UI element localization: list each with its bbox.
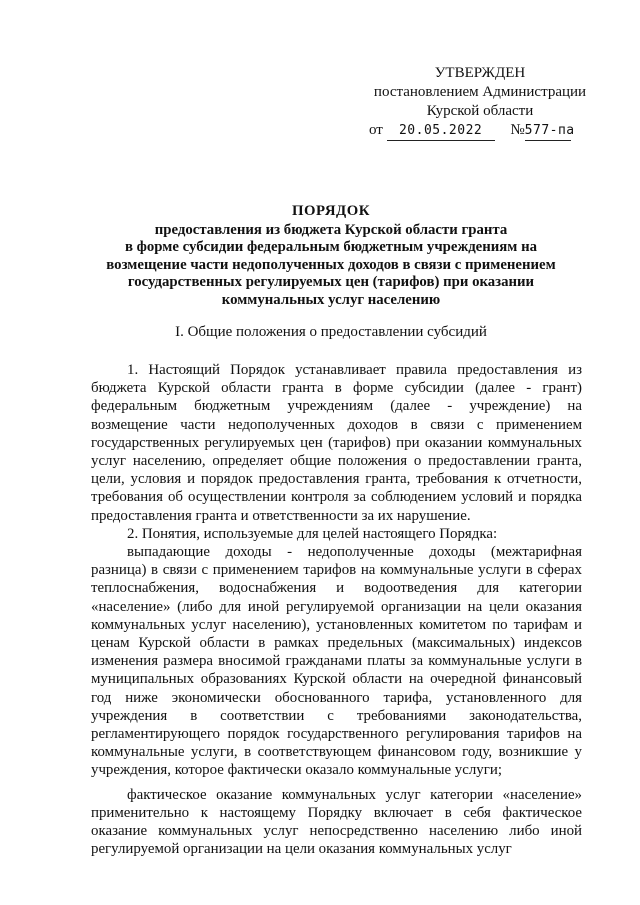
approval-region: Курской области <box>426 103 534 119</box>
title-line: государственных регулируемых цен (тарифов) при оказании <box>127 274 535 291</box>
approval-title: УТВЕРЖДЕН <box>434 65 526 81</box>
paragraph: 1. Настоящий Порядок устанавливает правила предоставления из бюджета Курской области гранта в форме субсидии (далее - грант) федеральным бюджетным учреждениям (далее - учреждение) на возмещение части недополученных доходов в связи с применением государственных регулируемых цен (тарифов) при оказании коммунальных услуг населению, определяет общие положения о предоставлении гранта, цели, условия и порядок предоставления гранта, требования к отчетности, требования об осуществлении контроля за соблюдением условий и порядка предоставления гранта и ответственности за их нарушение. <box>91 362 582 524</box>
paragraph: фактическое оказание коммунальных услуг категории «население» применительно к настоящему Порядку включает в себя фактическое оказание коммунальных услуг непосредственно населению либо иной регулируемой организации на цели оказания коммунальных услуг <box>91 786 582 858</box>
number-prefix: № <box>510 122 525 138</box>
approval-stamp-block <box>355 64 605 141</box>
approval-number: 577-па <box>525 121 571 141</box>
approval-authority: постановлением Администрации <box>373 84 587 100</box>
paragraph: выпадающие доходы - недополученные доходы (межтарифная разница) в связи с применением тарифов на коммунальные услуги в сферах теплоснабжения, водоснабжения и водоотведения для категории «население» (либо для иной регулируемой организации на цели оказания коммунальных услуг населению), установленных комитетом по тарифам и ценам Курской области в рамках предельных (максимальных) индексов изменения размера вносимой гражданами платы за коммунальные услуги в муниципальных образованиях Курской области на очередной финансовый год ниже экономически обоснованного тарифа, установленного для учреждения в соответствии с требованиями законодательства, регламентирующего порядок государственного регулирования тарифов на коммунальные услуги, в соответствующем финансовом году, возникшие у учреждения, которое фактически оказало коммунальные услуги; <box>91 544 582 779</box>
approval-date-line <box>355 121 605 141</box>
paragraph: 2. Понятия, используемые для целей настоящего Порядка: <box>127 525 498 542</box>
title-line: возмещение части недополученных доходов в связи с применением <box>106 256 556 273</box>
date-prefix: от <box>369 122 383 138</box>
approval-date: 20.05.2022 <box>387 121 495 141</box>
document-title <box>70 203 592 310</box>
document-body <box>91 361 582 858</box>
title-main: ПОРЯДОК <box>292 203 370 219</box>
title-line: в форме субсидии федеральным бюджетным учреждениям на <box>124 239 538 256</box>
title-line: предоставления из бюджета Курской области гранта <box>154 221 508 238</box>
section-heading: I. Общие положения о предоставлении субсидий <box>175 324 487 340</box>
title-line: коммунальных услуг населению <box>221 291 441 308</box>
